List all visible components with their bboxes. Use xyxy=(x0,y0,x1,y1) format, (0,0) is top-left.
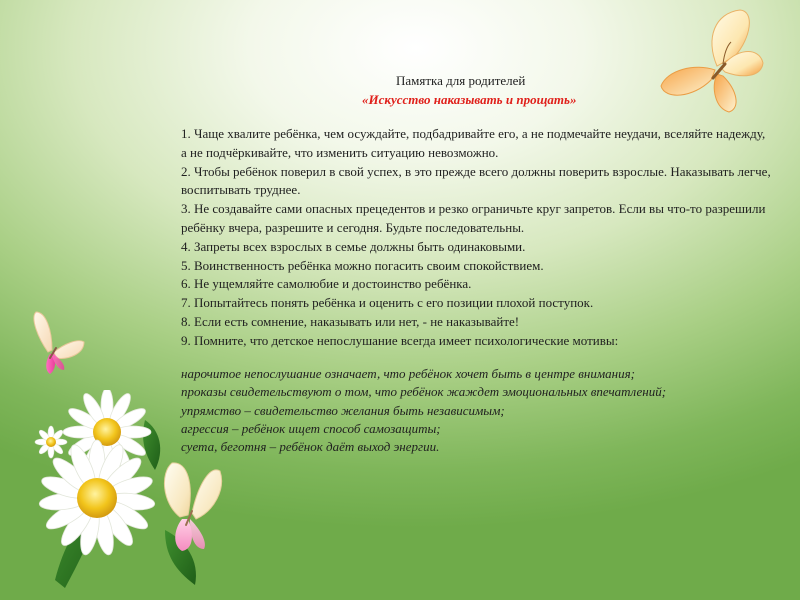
motives-list xyxy=(181,365,781,456)
motive-item-2: проказы свидетельствуют о том, что ребёнок жаждет эмоциональных впечатлений; xyxy=(181,384,667,400)
memo-point-7: 7. Попытайтесь понять ребёнка и оценить с его позиции плохой поступок. xyxy=(181,295,594,311)
memo-point-5: 5. Воинственность ребёнка можно погасить своим спокойствием. xyxy=(181,257,544,273)
motive-item-5: суета, беготня – ребёнок даёт выход энергии. xyxy=(181,439,440,455)
memo-subtitle: «Искусство наказывать и прощать» xyxy=(362,92,577,107)
motive-item-1: нарочитое непослушание означает, что ребёнок хочет быть в центре внимания; xyxy=(181,366,635,381)
butterfly-cream-icon xyxy=(158,455,228,555)
memo-point-6: 6. Не ущемляйте самолюбие и достоинство ребёнка. xyxy=(181,276,472,292)
memo-point-1: 1. Чаще хвалите ребёнка, чем осуждайте, подбадривайте его, а не подмечайте неудачи, вселяйте надежду, а не подчёркивайте, что изменить ситуацию невозможно. xyxy=(181,126,766,160)
butterfly-pink-icon xyxy=(20,308,90,380)
motive-item-3: упрямство – свидетельство желания быть независимым; xyxy=(181,402,505,418)
memo-point-9: 9. Помните, что детское непослушание всегда имеет психологические мотивы: xyxy=(181,332,619,348)
memo-points-list xyxy=(181,125,771,351)
memo-point-2: 2. Чтобы ребёнок поверил в свой успех, в это прежде всего должны поверить взрослые. Наказывать легче, воспитывать труднее. xyxy=(181,163,771,198)
memo-point-4: 4. Запреты всех взрослых в семье должны быть одинаковыми. xyxy=(181,238,526,254)
memo-point-3: 3. Не создавайте сами опасных прецедентов и резко ограничьте круг запретов. Если вы что-то разрешили ребёнку вчера, разрешите и сегодня. Будьте последовательны. xyxy=(181,201,766,235)
memo-point-8: 8. Если есть сомнение, наказывать или нет, - не наказывайте! xyxy=(181,313,520,329)
memo-title: Памятка для родителей xyxy=(396,73,526,88)
butterfly-orange-icon xyxy=(655,8,770,116)
motive-item-4: агрессия – ребёнок ищет способ самозащиты; xyxy=(181,420,441,436)
